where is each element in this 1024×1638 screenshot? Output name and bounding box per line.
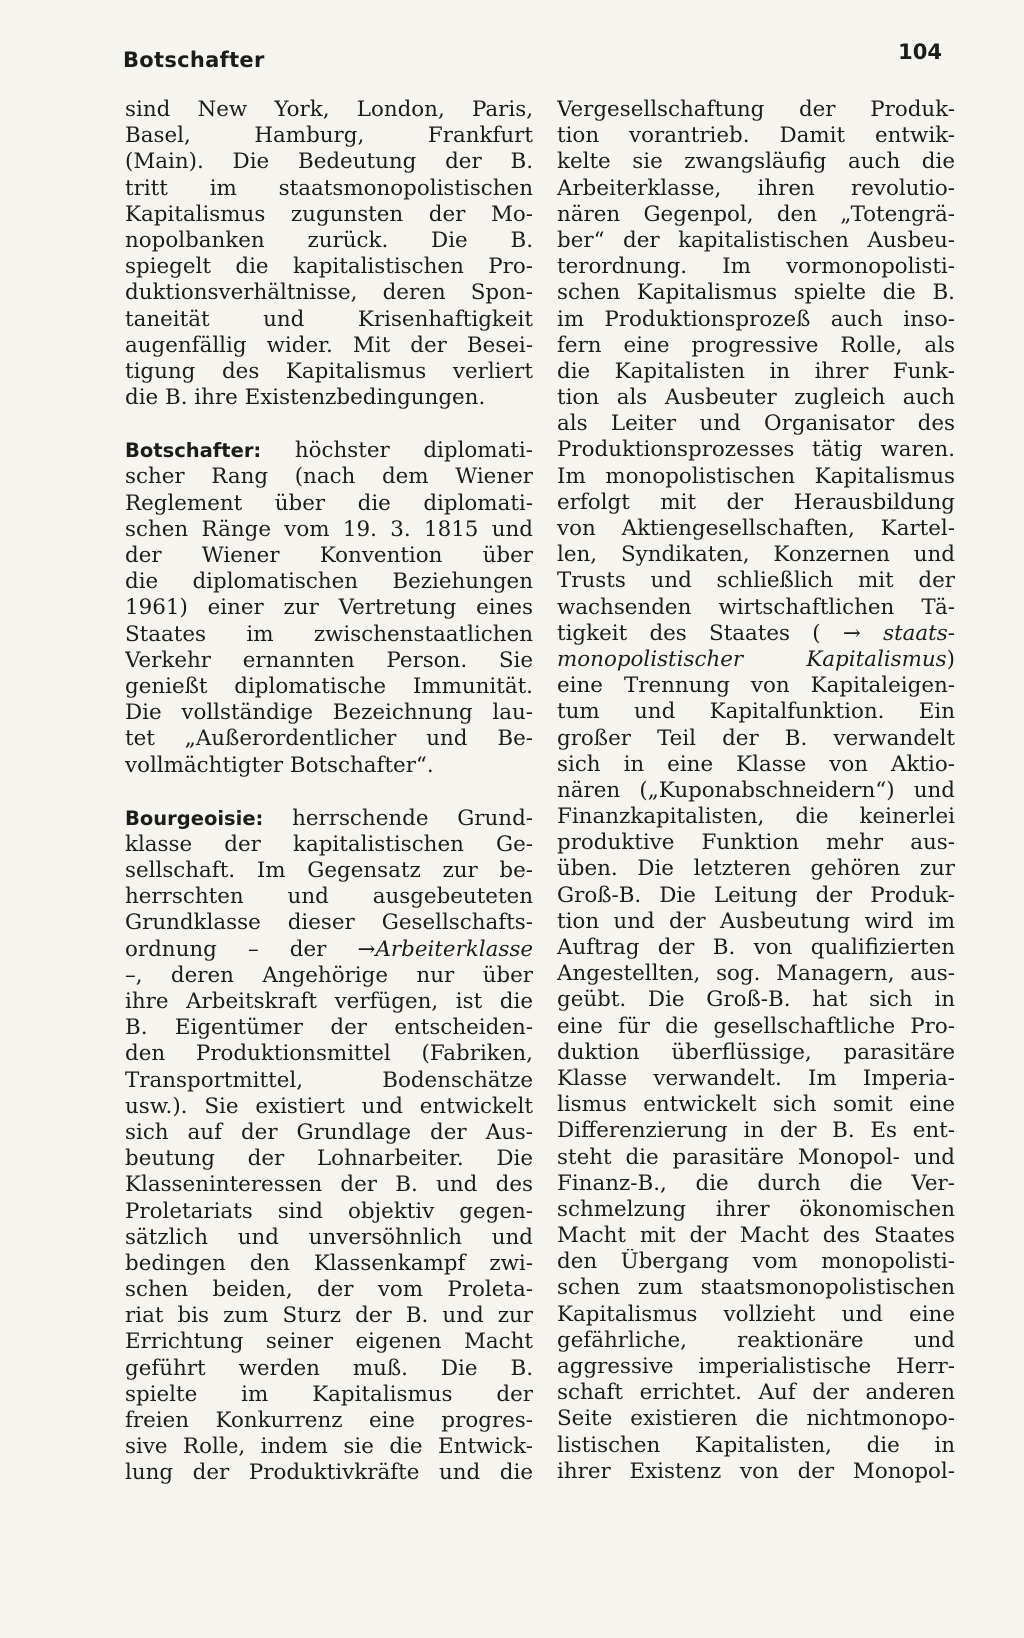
text-line [125,622,533,648]
line-text: Die vollständige Bezeichnung lau- [125,700,533,726]
line-text: tion als Ausbeuter zugleich auch [557,385,955,411]
line-text: lismus entwickelt sich somit eine [557,1092,955,1118]
text-line [125,307,533,333]
text-line [557,1354,955,1380]
line-text: bedingen den Klassenkampf zwi- [125,1250,533,1276]
line-text: Groß-B. Die Leitung der Produk- [557,882,955,908]
line-text: Finanzkapitalisten, die keinerlei [557,804,955,830]
text-line [557,97,955,123]
line-text: schaft errichtet. Auf der anderen [557,1380,955,1406]
line-text: sellschaft. Im Gegensatz zur be- [125,858,533,884]
text-line [557,1066,955,1092]
text-line [125,753,533,779]
line-text: die B. ihre Existenzbedingungen. [125,385,486,411]
line-text: Im monopolistischen Kapitalismus [557,463,955,489]
text-line [125,385,533,411]
text-line [557,1459,955,1485]
line-text: steht die parasitäre Monopol- und [557,1144,955,1170]
line-text: tritt im staatsmonopolistischen [125,175,533,201]
text-line [557,883,955,909]
line-text: herrschende Grund- [263,805,533,831]
text-line [557,1223,955,1249]
line-text: den Produktionsmittel (Fabriken, [125,1041,533,1067]
line-text: tion vorantrieb. Damit entwik- [557,123,955,149]
line-text: Arbeiterklasse, ihren revolutio- [557,175,955,201]
line-text: geführt werden muß. Die B. [125,1355,533,1381]
line-text: ihrer Existenz von der Monopol- [557,1458,955,1484]
line-text: Kapitalismus vollzieht und eine [557,1301,955,1327]
line-text: beutung der Lohnarbeiter. Die [125,1146,533,1172]
line-text: schmelzung ihrer ökonomischen [557,1196,955,1222]
line-text: die Kapitalisten in ihrer Funk- [557,358,955,384]
line-text: üben. Die letzteren gehören zur [557,856,955,882]
line-text: listischen Kapitalisten, die in [557,1432,955,1458]
text-line [557,1433,955,1459]
line-text: schen Kapitalismus spielte die B. [557,280,955,306]
text-line [125,569,533,595]
line-text: Transportmittel, Bodenschätze [125,1067,533,1093]
text-line [125,806,533,832]
line-text: B. Eigentümer der entscheiden- [125,1015,533,1041]
line-text: höchster diplomati- [261,438,533,464]
line-text: tigung des Kapitalismus verliert [125,358,533,384]
line-text: als Leiter und Organisator des [557,411,955,437]
text-line [125,595,533,621]
line-text: nären („Kuponabschneidern“) und [557,777,955,803]
line-text: scher Rang (nach dem Wiener [125,464,533,490]
line-text: eine Trennung von Kapitaleigen- [557,673,955,699]
line-text: ihre Arbeitskraft verfügen, ist die [125,989,533,1014]
line-text: Kapitalismus zugunsten der Mo- [125,201,533,227]
cross-reference-term: monopolistischer Kapitalismus [557,646,947,672]
line-text: (Main). Die Bedeutung der B. [125,149,533,175]
text-line [557,123,955,149]
line-text: Basel, Hamburg, Frankfurt [125,123,533,149]
cross-reference-term: Arbeiterklasse [375,936,533,962]
entry-term: Botschafter: [125,439,262,463]
line-text: fern eine progressive Rolle, als [557,332,955,358]
text-line [557,202,955,228]
text-line [125,438,533,464]
line-text: im Produktionsprozeß auch inso- [557,306,955,332]
line-text: großer Teil der B. verwandelt [557,725,955,751]
text-line [125,517,533,543]
text-line [557,542,955,568]
text-line [557,987,955,1013]
line-text: tion und der Ausbeutung wird im [557,908,955,934]
line-text: len, Syndikaten, Konzernen und [557,542,955,568]
text-line [125,1356,533,1382]
text-line [125,910,533,936]
text-line [557,647,955,673]
entry-term: Bourgeoisie: [125,806,264,830]
text-line [125,884,533,910]
line-text: Grundklasse dieser Gesellschafts- [125,910,533,936]
text-line [557,673,955,699]
text-line [557,1275,955,1301]
right-text-column [557,97,955,1485]
line-text: freien Konkurrenz eine progres- [125,1408,533,1433]
text-line [125,202,533,228]
text-line [557,752,955,778]
line-text: Finanz-B., die durch die Ver- [557,1170,955,1196]
text-line [557,149,955,175]
text-line [125,700,533,726]
text-line [557,1328,955,1354]
text-line [125,1303,533,1329]
text-line [125,1329,533,1355]
line-text: spiegelt die kapitalistischen Pro- [125,254,533,280]
text-line [125,1120,533,1146]
entry-gap [125,411,533,438]
line-text: taneität und Krisenhaftigkeit [125,306,533,332]
text-line [125,674,533,700]
line-text: Staates im zwischenstaatlichen [125,621,533,647]
page-number: 104 [898,40,942,64]
line-text: usw.). Sie existiert und entwickelt [125,1093,533,1119]
text-line [125,1172,533,1198]
text-line [125,832,533,858]
line-text: produktive Funktion mehr aus- [557,830,955,856]
line-text: duktionsverhältnisse, deren Spon- [125,280,533,306]
text-line [125,97,533,123]
line-text: gefährliche, reaktionäre und [557,1327,955,1353]
text-line [125,228,533,254]
line-text: ber“ der kapitalistischen Ausbeu- [557,227,955,253]
line-text: sind New York, London, Paris, [125,97,533,122]
text-line [557,359,955,385]
text-line [125,937,533,963]
text-line [557,464,955,490]
text-line [125,963,533,989]
line-text: kelte sie zwangsläufig auch die [557,149,955,175]
line-text: nären Gegenpol, den „Totengrä- [557,201,955,227]
text-line [557,856,955,882]
text-line [125,149,533,175]
text-line [125,1015,533,1041]
text-line [125,1460,533,1486]
line-text: 1961) einer zur Vertretung eines [125,595,533,621]
line-text: sätzlich und unversöhnlich und [125,1224,533,1250]
text-line [125,176,533,202]
text-line [125,1068,533,1094]
line-text: Produktionsprozesses tätig waren. [557,437,955,463]
line-text: schen beiden, der vom Proleta- [125,1277,533,1303]
line-text: tigkeit des Staates ( [557,620,843,646]
text-line [557,726,955,752]
text-line [557,830,955,856]
text-line [557,909,955,935]
cross-reference-arrow: → [842,620,861,646]
text-line [125,858,533,884]
text-line [557,411,955,437]
text-line [125,1199,533,1225]
text-line [557,1380,955,1406]
cross-reference-arrow: → [357,936,376,962]
text-line [125,1408,533,1434]
line-text: –, deren Angehörige nur über [125,962,533,988]
text-line [125,726,533,752]
text-line [557,1118,955,1144]
line-text: spielte im Kapitalismus der [125,1381,533,1407]
line-text: ordnung – der [125,936,358,962]
text-line [557,437,955,463]
text-line [125,1251,533,1277]
text-line [125,543,533,569]
text-line [557,176,955,202]
line-text: schen Ränge vom 19. 3. 1815 und [125,516,533,542]
line-text: Verkehr ernannten Person. Sie [125,647,533,673]
text-line [557,935,955,961]
text-line [557,1197,955,1223]
line-text: terordnung. Im vormonopolisti- [557,254,955,280]
text-line [557,1249,955,1275]
line-text: lung der Produktivkräfte und die [125,1460,533,1486]
text-line [125,1277,533,1303]
text-line [125,1094,533,1120]
text-line [557,254,955,280]
line-text: von Aktiengesellschaften, Kartel- [557,516,955,541]
text-line [557,333,955,359]
line-text: Reglement über die diplomati- [125,490,533,516]
line-text: sich auf der Grundlage der Aus- [125,1119,533,1145]
line-text: duktion überflüssige, parasitäre [557,1039,955,1065]
line-text: tet „Außerordentlicher und Be- [125,726,533,752]
line-text: nopolbanken zurück. Die B. [125,227,533,253]
text-line [125,1434,533,1460]
line-text: herrschten und ausgebeuteten [125,884,533,910]
text-line [125,280,533,306]
text-line [125,491,533,517]
line-text: geübt. Die Groß-B. hat sich in [557,987,955,1013]
text-line [125,359,533,385]
text-line [557,1171,955,1197]
text-line [557,385,955,411]
text-line [557,490,955,516]
line-text: Auftrag der B. von qualifizierten [557,935,955,960]
line-text: Angestellten, sog. Managern, aus- [557,961,955,987]
text-line [557,804,955,830]
text-line [125,1382,533,1408]
text-line [557,307,955,333]
text-line [557,621,955,647]
line-text: Errichtung seiner eigenen Macht [125,1329,533,1355]
text-line [125,333,533,359]
line-text-after: ) [946,646,955,672]
text-line [125,1041,533,1067]
text-line [557,280,955,306]
text-line [125,1146,533,1172]
line-text: erfolgt mit der Herausbildung [557,489,955,515]
text-line [557,1406,955,1432]
text-line [557,1092,955,1118]
text-line [557,699,955,725]
line-text: eine für die gesellschaftliche Pro- [557,1013,955,1039]
left-text-column [125,97,533,1487]
line-text: Vergesellschaftung der Produk- [557,97,955,122]
text-line [125,464,533,490]
text-line [557,516,955,542]
line-text: der Wiener Konvention über [125,543,533,568]
text-line [125,1225,533,1251]
text-line [557,778,955,804]
text-line [125,254,533,280]
line-text: klasse der kapitalistischen Ge- [125,831,533,857]
line-text: tum und Kapitalfunktion. Ein [557,699,955,725]
line-text: genießt diplomatische Immunität. [125,673,533,699]
line-text: aggressive imperialistische Herr- [557,1354,955,1379]
text-line [125,989,533,1015]
text-line [125,123,533,149]
entry-gap [125,779,533,806]
line-text: Trusts und schließlich mit der [557,568,955,594]
text-line [557,1040,955,1066]
cross-reference-term: staats- [860,620,955,646]
running-head: Botschafter [123,48,265,72]
text-line [557,1145,955,1171]
line-text: Klasse verwandelt. Im Imperia- [557,1065,955,1091]
text-line [557,228,955,254]
line-text: Seite existieren die nichtmonopo- [557,1406,955,1432]
line-text: sich in eine Klasse von Aktio- [557,751,955,777]
line-text: vollmächtigter Botschafter“. [125,752,434,778]
line-text: Macht mit der Macht des Staates [557,1223,955,1249]
text-line [557,1302,955,1328]
text-line [557,1014,955,1040]
line-text: Klasseninteressen der B. und des [125,1172,533,1198]
text-line [557,595,955,621]
line-text: sive Rolle, indem sie die Entwick- [125,1434,533,1460]
line-text: die diplomatischen Beziehungen [125,569,533,595]
text-line [557,568,955,594]
line-text: augenfällig wider. Mit der Besei- [125,332,533,358]
text-line [125,648,533,674]
text-line [557,961,955,987]
line-text: schen zum staatsmonopolistischen [557,1275,955,1301]
line-text: den Übergang vom monopolisti- [557,1249,955,1275]
line-text: Differenzierung in der B. Es ent- [557,1118,955,1144]
line-text: riat bis zum Sturz der B. und zur [125,1303,533,1329]
line-text: Proletariats sind objektiv gegen- [125,1198,533,1224]
line-text: wachsenden wirtschaftlichen Tä- [557,594,955,620]
